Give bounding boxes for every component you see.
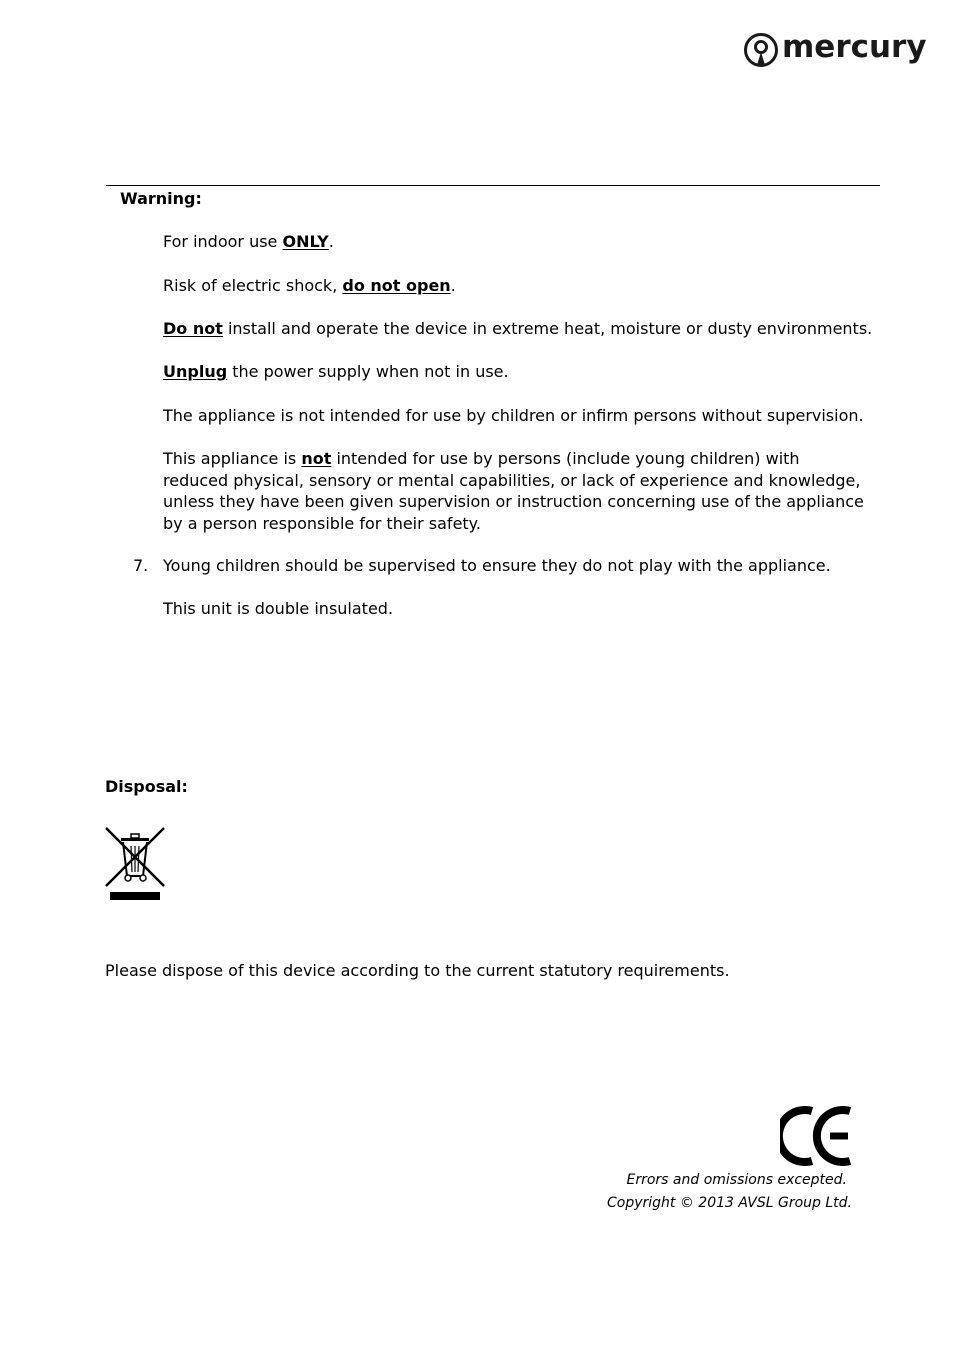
warning-item: Unplug the power supply when not in use. xyxy=(163,362,509,381)
disposal-instructions: Please dispose of this device according to the current statutory requirements. xyxy=(105,961,730,980)
disposal-heading: Disposal: xyxy=(105,777,188,796)
warning-item: Young children should be supervised to ensure they do not play with the appliance. xyxy=(163,556,831,575)
mercury-logo-icon xyxy=(743,32,779,68)
warning-item: Risk of electric shock, do not open. xyxy=(163,276,456,295)
brand-name: mercury xyxy=(782,29,927,65)
header-divider xyxy=(106,185,880,186)
copyright-notice: Copyright © 2013 AVSL Group Ltd. xyxy=(607,1195,852,1211)
warning-item: Do not install and operate the device in extreme heat, moisture or dusty environments. xyxy=(163,319,873,338)
warning-item: For indoor use ONLY. xyxy=(163,232,334,251)
list-number: 7. xyxy=(133,556,149,575)
mercury-logo xyxy=(743,29,928,68)
errors-notice: Errors and omissions excepted. xyxy=(626,1172,847,1188)
warning-item: This appliance is not intended for use by persons (include young children) with reduced physical, sensory or mental capabilities, or lack of experience and knowledge, unless they have been given supervision or instruction concerning use of the appliance by a person responsible for their safety. xyxy=(163,449,864,533)
warning-heading: Warning: xyxy=(120,189,202,208)
ce-mark-icon xyxy=(780,1105,856,1167)
warning-item: The appliance is not intended for use by children or infirm persons without supervision. xyxy=(163,406,864,425)
weee-crossed-bin-icon xyxy=(104,826,166,902)
warning-item: This unit is double insulated. xyxy=(163,599,394,618)
